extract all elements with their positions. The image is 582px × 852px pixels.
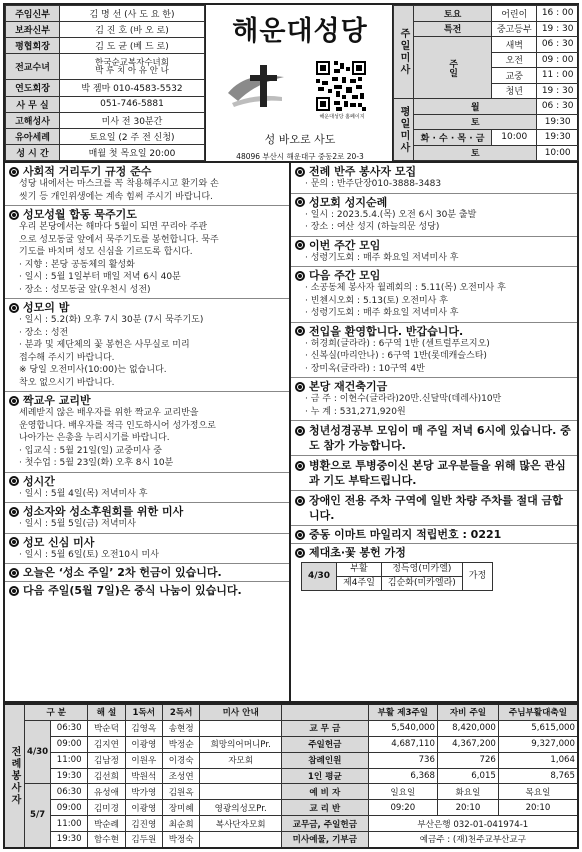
bullet-icon: [295, 382, 305, 392]
table-cell: 예 비 자: [281, 784, 368, 800]
table-cell: · 일시 : 5월 6일(토) 오전10시 미사: [19, 549, 159, 560]
table-cell: 유아세례: [6, 128, 60, 144]
notice-item: [5, 503, 289, 533]
flower-date: 4/30: [302, 563, 337, 591]
table-cell: 조성연: [163, 768, 200, 784]
mass-time: 09 : 00: [537, 52, 579, 68]
table-cell: 11:00: [51, 816, 88, 832]
table-cell: 09:20: [368, 800, 437, 816]
staff-row: [6, 128, 205, 144]
table-cell: 김남정: [88, 752, 125, 768]
table-cell: 주일헌금: [281, 736, 368, 752]
table-cell: 씻기 등 개인위생에는 계속 힘써 주시기 바랍니다.: [19, 191, 213, 202]
notice-body: [9, 488, 285, 501]
table-cell: 희망의어머니Pr.: [200, 736, 282, 752]
notice-title: 제대초·꽃 봉헌 가정: [309, 546, 406, 559]
table-cell: · 일시 : 5월 5일(금) 저녁미사: [19, 519, 136, 529]
bullet-icon: [9, 537, 19, 547]
table-cell: · 금 주 : 이현수(글라라)20만.신달막(데레사)10만: [305, 394, 502, 404]
table-cell: 박가영: [125, 784, 162, 800]
weekday-mass-time: 10:00: [537, 145, 579, 161]
table-cell: 착오 없으시기 바랍니다.: [19, 377, 115, 388]
table-cell: · 빈첸시오회 : 5.13(토) 오전미사 후: [305, 295, 448, 306]
notice-body: [9, 549, 285, 562]
notice-item: [291, 194, 577, 236]
mass-time: 19 : 30: [537, 21, 579, 37]
left-notices: [3, 163, 291, 703]
notice-title: 전례 반주 봉사자 모집: [309, 165, 417, 178]
table-cell: ※ 당일 오전미사(10:00)는 없습니다.: [19, 365, 167, 375]
table-cell: 박정순: [163, 736, 200, 752]
flower-label: 제4주일: [337, 577, 382, 591]
vol-date: 4/30: [25, 720, 51, 783]
table-cell: 교 무 금: [281, 720, 368, 736]
staff-row: [6, 96, 205, 112]
table-cell: 19:30: [51, 831, 88, 848]
table-cell: · 일시 : 5월 1일부터 매일 저녁 6시 40분: [19, 272, 181, 282]
table-cell: 726: [438, 752, 499, 768]
table-cell: 토요일 (2 주 전 신청): [60, 128, 205, 144]
table-cell: · 성령기도회 : 매주 화요일 저녁미사 후: [305, 308, 459, 318]
table-cell: 영광의성모Pr.: [200, 800, 282, 816]
patron-saint: 성 바오로 사도: [264, 133, 336, 146]
staff-row: [6, 6, 205, 22]
table-cell: 김미경: [88, 800, 125, 816]
bullet-icon: [295, 530, 305, 540]
table-cell: 8,765: [498, 768, 578, 784]
table-cell: · 일시 : 5.2(화) 오후 7시 30분 (7시 묵주기도): [19, 315, 204, 325]
vol-header: 1독서: [125, 704, 162, 720]
notice-title: 청년성경공부 모임이 매 주일 저녁 6시에 있습니다. 중도 참가 가능합니다.: [309, 424, 571, 452]
mass-time: 16 : 00: [537, 6, 579, 22]
notice-item: [291, 526, 577, 543]
weekday-mass-label: 평일미사: [394, 99, 414, 161]
notice-body: [295, 338, 573, 376]
table-cell: 이광영: [125, 736, 162, 752]
notice-title: 이번 주간 모임: [309, 238, 381, 252]
bullet-icon: [295, 426, 305, 436]
bullet-icon: [295, 461, 305, 471]
church-address: 48096 부산시 해운대구 중동2로 20-3: [236, 152, 364, 161]
table-cell: 목요일: [498, 784, 578, 800]
staff-name: 한국순교복자수녀회: [95, 57, 169, 68]
vol-header: 2독서: [163, 704, 200, 720]
table-cell: 주임신부: [6, 6, 60, 22]
table-cell: 박정숙: [163, 831, 200, 848]
table-cell: 미사 전 30분간: [60, 112, 205, 128]
volunteer-label: 전례봉사자: [4, 704, 25, 848]
table-cell: · 장미옥(글라라) : 10구역 4반: [305, 363, 425, 374]
table-cell: [200, 720, 282, 736]
table-cell: 1,064: [498, 752, 578, 768]
notice-item: [5, 163, 289, 205]
flower-names: 정득영(미카엘): [381, 563, 462, 577]
notice-item: [291, 267, 577, 322]
notice-body: [295, 252, 573, 265]
table-cell: 유성애: [88, 784, 125, 800]
notice-item: [291, 491, 577, 525]
table-cell: · 소공동체 봉사자 월례회의 : 5.11(목) 오전미사 후: [305, 283, 506, 293]
sunday-mass-label: 주일미사: [394, 6, 414, 99]
notice-item: [5, 299, 289, 391]
table-cell: 김영옥: [125, 720, 162, 736]
table-cell: · 첫수업 : 5월 23일(화) 오후 8시 10분: [19, 458, 174, 468]
table-cell: 김원옥: [163, 784, 200, 800]
table-cell: 참례인원: [281, 752, 368, 768]
notice-body: [9, 221, 285, 296]
notice-item: [291, 421, 577, 455]
weekday-mass-time: 19:30: [537, 130, 579, 146]
table-cell: 김선희: [88, 768, 125, 784]
bullet-icon: [9, 396, 19, 406]
weekday-mass-time: 10:00: [492, 130, 537, 146]
table-cell: 예금주 : (재)천주교부산교구: [368, 831, 578, 848]
table-cell: 세례받지 않은 배우자를 위한 짝교우 교리반을: [19, 408, 199, 418]
table-cell: 고해성사: [6, 112, 60, 128]
mass-day: 주일: [414, 37, 492, 99]
mass-time: 19 : 30: [537, 83, 579, 99]
notice-title: 성모 신심 미사: [23, 535, 95, 549]
mass-type: 새벽: [492, 37, 537, 53]
table-cell: · 일시 : 2023.5.4.(목) 오전 6시 30분 출발: [305, 209, 477, 220]
mass-time: 11 : 00: [537, 68, 579, 84]
table-cell: 20:10: [498, 800, 578, 816]
staff-table: [5, 5, 205, 161]
staff-row: [6, 80, 205, 96]
table-cell: 일요일: [368, 784, 437, 800]
mass-type: 오전: [492, 52, 537, 68]
table-cell: 6,015: [438, 768, 499, 784]
table-cell: 부산은행 032-01-041974-1: [368, 816, 578, 832]
bullet-icon: [9, 210, 19, 220]
notice-title: 성소자와 성소후원회를 위한 미사: [23, 505, 184, 518]
notice-title: 성모의 밤: [23, 301, 70, 314]
table-cell: 4,367,200: [438, 736, 499, 752]
notice-item: [5, 534, 289, 564]
staff-row: [6, 112, 205, 128]
table-cell: · 문의 : 반주단장010-3888-3483: [305, 179, 442, 189]
notice-title: 성시간: [23, 474, 55, 488]
bullet-icon: [9, 586, 19, 596]
notice-title: 전입을 환영합니다. 반갑습니다.: [309, 324, 464, 338]
mass-day: 토요: [414, 6, 492, 22]
table-cell: 김두원: [125, 831, 162, 848]
notice-body: [9, 314, 285, 389]
table-cell: 9,327,000: [498, 736, 578, 752]
notice-title: 다음 주일(5월 7일)은 중식 나눔이 있습니다.: [23, 584, 242, 597]
church-logo-icon: [226, 63, 286, 111]
table-cell: · 허경희(글라라) : 6구역 1반 (센트럴푸르지오): [305, 338, 490, 349]
staff-row: [6, 22, 205, 38]
notice-item: [291, 544, 577, 593]
staff-row: [6, 54, 205, 80]
offering-header: 자비 주일: [438, 704, 499, 720]
mass-type: 중고등부: [492, 21, 537, 37]
right-notices: [291, 163, 579, 703]
weekday-mass-day: 화 · 수 · 목 · 금: [414, 130, 492, 146]
table-cell: · 장소 : 성전: [19, 327, 69, 338]
table-cell: 김 도 균 (베 드 로): [60, 38, 205, 54]
table-cell: 06:30: [51, 784, 88, 800]
mass-type: 어린이: [492, 6, 537, 22]
table-cell: 으로 성모동굴 앞에서 묵주기도를 봉헌합니다. 묵주: [19, 234, 219, 245]
notice-item: [291, 237, 577, 267]
table-cell: 09:00: [51, 736, 88, 752]
table-cell: 051-746-5881: [60, 96, 205, 112]
staff-row: [6, 38, 205, 54]
notice-body: [9, 407, 285, 470]
vol-header: 미사 안내: [200, 704, 282, 720]
table-cell: 11:00: [51, 752, 88, 768]
notice-title: 장애인 전용 주차 구역에 일반 차량 주차를 절대 금합니다.: [309, 494, 563, 522]
flower-suffix: 가정: [462, 563, 492, 591]
staff-name-2: 박 루 치 아 유 안 나: [95, 65, 169, 76]
bullet-icon: [295, 197, 305, 207]
notice-title: 짝교우 교리반: [23, 394, 91, 407]
table-cell: · 지향 : 본당 공동체의 활성화: [19, 259, 135, 270]
table-cell: · 입교식 : 5월 21일(일) 교중미사 중: [19, 445, 162, 456]
offering-header: [281, 704, 368, 720]
notice-body: [295, 282, 573, 320]
weekday-mass-time: 06 : 30: [537, 99, 579, 115]
bullet-icon: [9, 476, 19, 486]
table-cell: 화요일: [438, 784, 499, 800]
table-cell: 나아가는 은총을 누리시기를 바랍니다.: [19, 433, 170, 443]
table-cell: 최순희: [163, 816, 200, 832]
table-cell: 자모회: [200, 752, 282, 768]
table-cell: 보좌신부: [6, 22, 60, 38]
table-cell: 김 진 호 (바 오 로): [60, 22, 205, 38]
table-cell: · 일시 : 5월 4일(목) 저녁미사 후: [19, 488, 148, 499]
table-cell: 1인 평균: [281, 768, 368, 784]
bullet-icon: [9, 507, 19, 517]
table-cell: 김 명 선 (사 도 요 한): [60, 6, 205, 22]
table-cell: · 누 계 : 531,271,920원: [305, 406, 406, 417]
notice-title: 중동 이마트 마일리지 적립번호 : 0221: [309, 528, 502, 541]
notice-title: 성모회 성지순례: [309, 195, 388, 209]
table-cell: 복사단자모회: [200, 816, 282, 832]
flower-offering-table: [301, 562, 493, 591]
notice-item: [291, 323, 577, 378]
bullet-icon: [295, 496, 305, 506]
table-cell: 박순덕: [88, 720, 125, 736]
volunteer-offering-table: [3, 703, 579, 849]
table-cell: · 신복실(마리안나) : 6구역 1반(롯데캐슬스타): [305, 351, 487, 361]
table-cell: 성당 내에서는 마스크를 꼭 착용해주시고 환기와 손: [19, 179, 219, 189]
notice-item: [5, 582, 289, 599]
table-cell: 박원석: [125, 768, 162, 784]
table-cell: 장미혜: [163, 800, 200, 816]
bullet-icon: [295, 167, 305, 177]
table-cell: 736: [368, 752, 437, 768]
table-cell: 6,368: [368, 768, 437, 784]
table-cell: 송현정: [163, 720, 200, 736]
table-cell: · 성령기도회 : 매주 화요일 저녁미사 후: [305, 252, 459, 263]
table-cell: 이광영: [125, 800, 162, 816]
weekday-mass-day: 월: [414, 99, 537, 115]
bullet-icon: [9, 303, 19, 313]
logo-caption: 해운대성당 홈페이지: [319, 114, 365, 120]
table-cell: 20:10: [438, 800, 499, 816]
bullet-icon: [9, 167, 19, 177]
table-cell: 성 시 간: [6, 144, 60, 160]
bullet-icon: [295, 271, 305, 281]
table-cell: 이경숙: [163, 752, 200, 768]
flower-label: 부활: [337, 563, 382, 577]
table-cell: 사 무 실: [6, 96, 60, 112]
table-cell: · 분과 및 제단체의 꽃 봉헌은 사무실로 미리: [19, 340, 190, 350]
table-cell: 우리 본당에서는 해마다 5월이 되면 꾸리아 주관: [19, 222, 208, 232]
notice-body: [9, 178, 285, 203]
notice-item: [291, 163, 577, 193]
table-cell: 기도를 바치며 성모 신심을 기르도록 합시다.: [19, 247, 193, 257]
weekday-mass-day: 토: [414, 114, 537, 130]
notice-item: [5, 206, 289, 298]
mass-type: 청년: [492, 83, 537, 99]
notice-item: [5, 473, 289, 503]
table-cell: [200, 768, 282, 784]
bullet-icon: [295, 548, 305, 558]
notice-title: 성모성월 합동 묵주기도: [23, 208, 137, 221]
weekday-mass-time: 19:30: [537, 114, 579, 130]
mass-type: 교중: [492, 68, 537, 84]
table-cell: [200, 831, 282, 848]
flower-names: 김순화(미카엘라): [381, 577, 462, 591]
table-cell: 연도회장: [6, 80, 60, 96]
church-title-block: [205, 5, 393, 161]
notice-item: [291, 378, 577, 420]
header: [3, 3, 579, 163]
notice-body: [295, 178, 573, 191]
table-cell: · 장소 : 여산 성지 (하늘의문 성당): [305, 222, 440, 232]
table-cell: 박 젬마 010-4583-5532: [60, 80, 205, 96]
table-cell: 박순례: [88, 816, 125, 832]
table-cell: 운영합니다. 배우자를 적극 인도하시어 성가정으로: [19, 420, 216, 431]
table-cell: · 장소 : 성모동굴 앞(우천시 성전): [19, 284, 151, 295]
table-cell: 8,420,000: [438, 720, 499, 736]
table-cell: 09:00: [51, 800, 88, 816]
table-cell: 미사예물, 기부금: [281, 831, 368, 848]
mass-time: 06 : 30: [537, 37, 579, 53]
table-cell: 접수해 주시기 바랍니다.: [19, 352, 115, 363]
staff-row: [6, 144, 205, 160]
vol-header: 구 분: [25, 704, 88, 720]
qr-code-icon[interactable]: [316, 61, 366, 111]
bullet-icon: [295, 240, 305, 250]
table-cell: 평협회장: [6, 38, 60, 54]
table-cell: 김지연: [88, 736, 125, 752]
notice-title: 본당 재건축기금: [309, 380, 388, 393]
table-cell: [200, 784, 282, 800]
table-cell: 매월 첫 목요일 20:00: [60, 144, 205, 160]
table-cell: 5,615,000: [498, 720, 578, 736]
table-cell: 김진영: [125, 816, 162, 832]
notice-item: [291, 456, 577, 490]
mass-schedule: [393, 5, 579, 161]
table-cell: 5,540,000: [368, 720, 437, 736]
table-cell: 06:30: [51, 720, 88, 736]
notice-title: 병환으로 투병중이신 본당 교우분들을 위해 많은 관심과 기도 부탁드립니다.: [309, 459, 566, 487]
notice-item: [5, 392, 289, 472]
table-cell: 19:30: [51, 768, 88, 784]
vol-date: 5/7: [25, 784, 51, 848]
offering-header: 부활 제3주일: [368, 704, 437, 720]
notice-title: 다음 주간 모임: [309, 269, 381, 282]
notice-body: [295, 393, 573, 418]
table-cell: 이원우: [125, 752, 162, 768]
notice-title: 오늘은 ‘성소 주일’ 2차 헌금이 있습니다.: [23, 566, 222, 579]
church-name: 해운대성당: [232, 16, 368, 47]
offering-header: 주님부활대축일: [498, 704, 578, 720]
weekday-mass-day: 토: [414, 145, 537, 161]
vol-header: 해 설: [88, 704, 125, 720]
bullet-icon: [9, 568, 19, 578]
table-cell: 교 리 반: [281, 800, 368, 816]
table-cell: 함수현: [88, 831, 125, 848]
table-cell: 전교수녀: [6, 54, 60, 80]
notice-body: [295, 209, 573, 234]
notice-title: 사회적 거리두기 규정 준수: [23, 165, 152, 178]
notice-item: [5, 564, 289, 581]
bullet-icon: [295, 326, 305, 336]
table-cell: 교무금, 주일헌금: [281, 816, 368, 832]
table-cell: 4,687,110: [368, 736, 437, 752]
mass-day: 특전: [414, 21, 492, 37]
notice-body: [9, 518, 285, 531]
